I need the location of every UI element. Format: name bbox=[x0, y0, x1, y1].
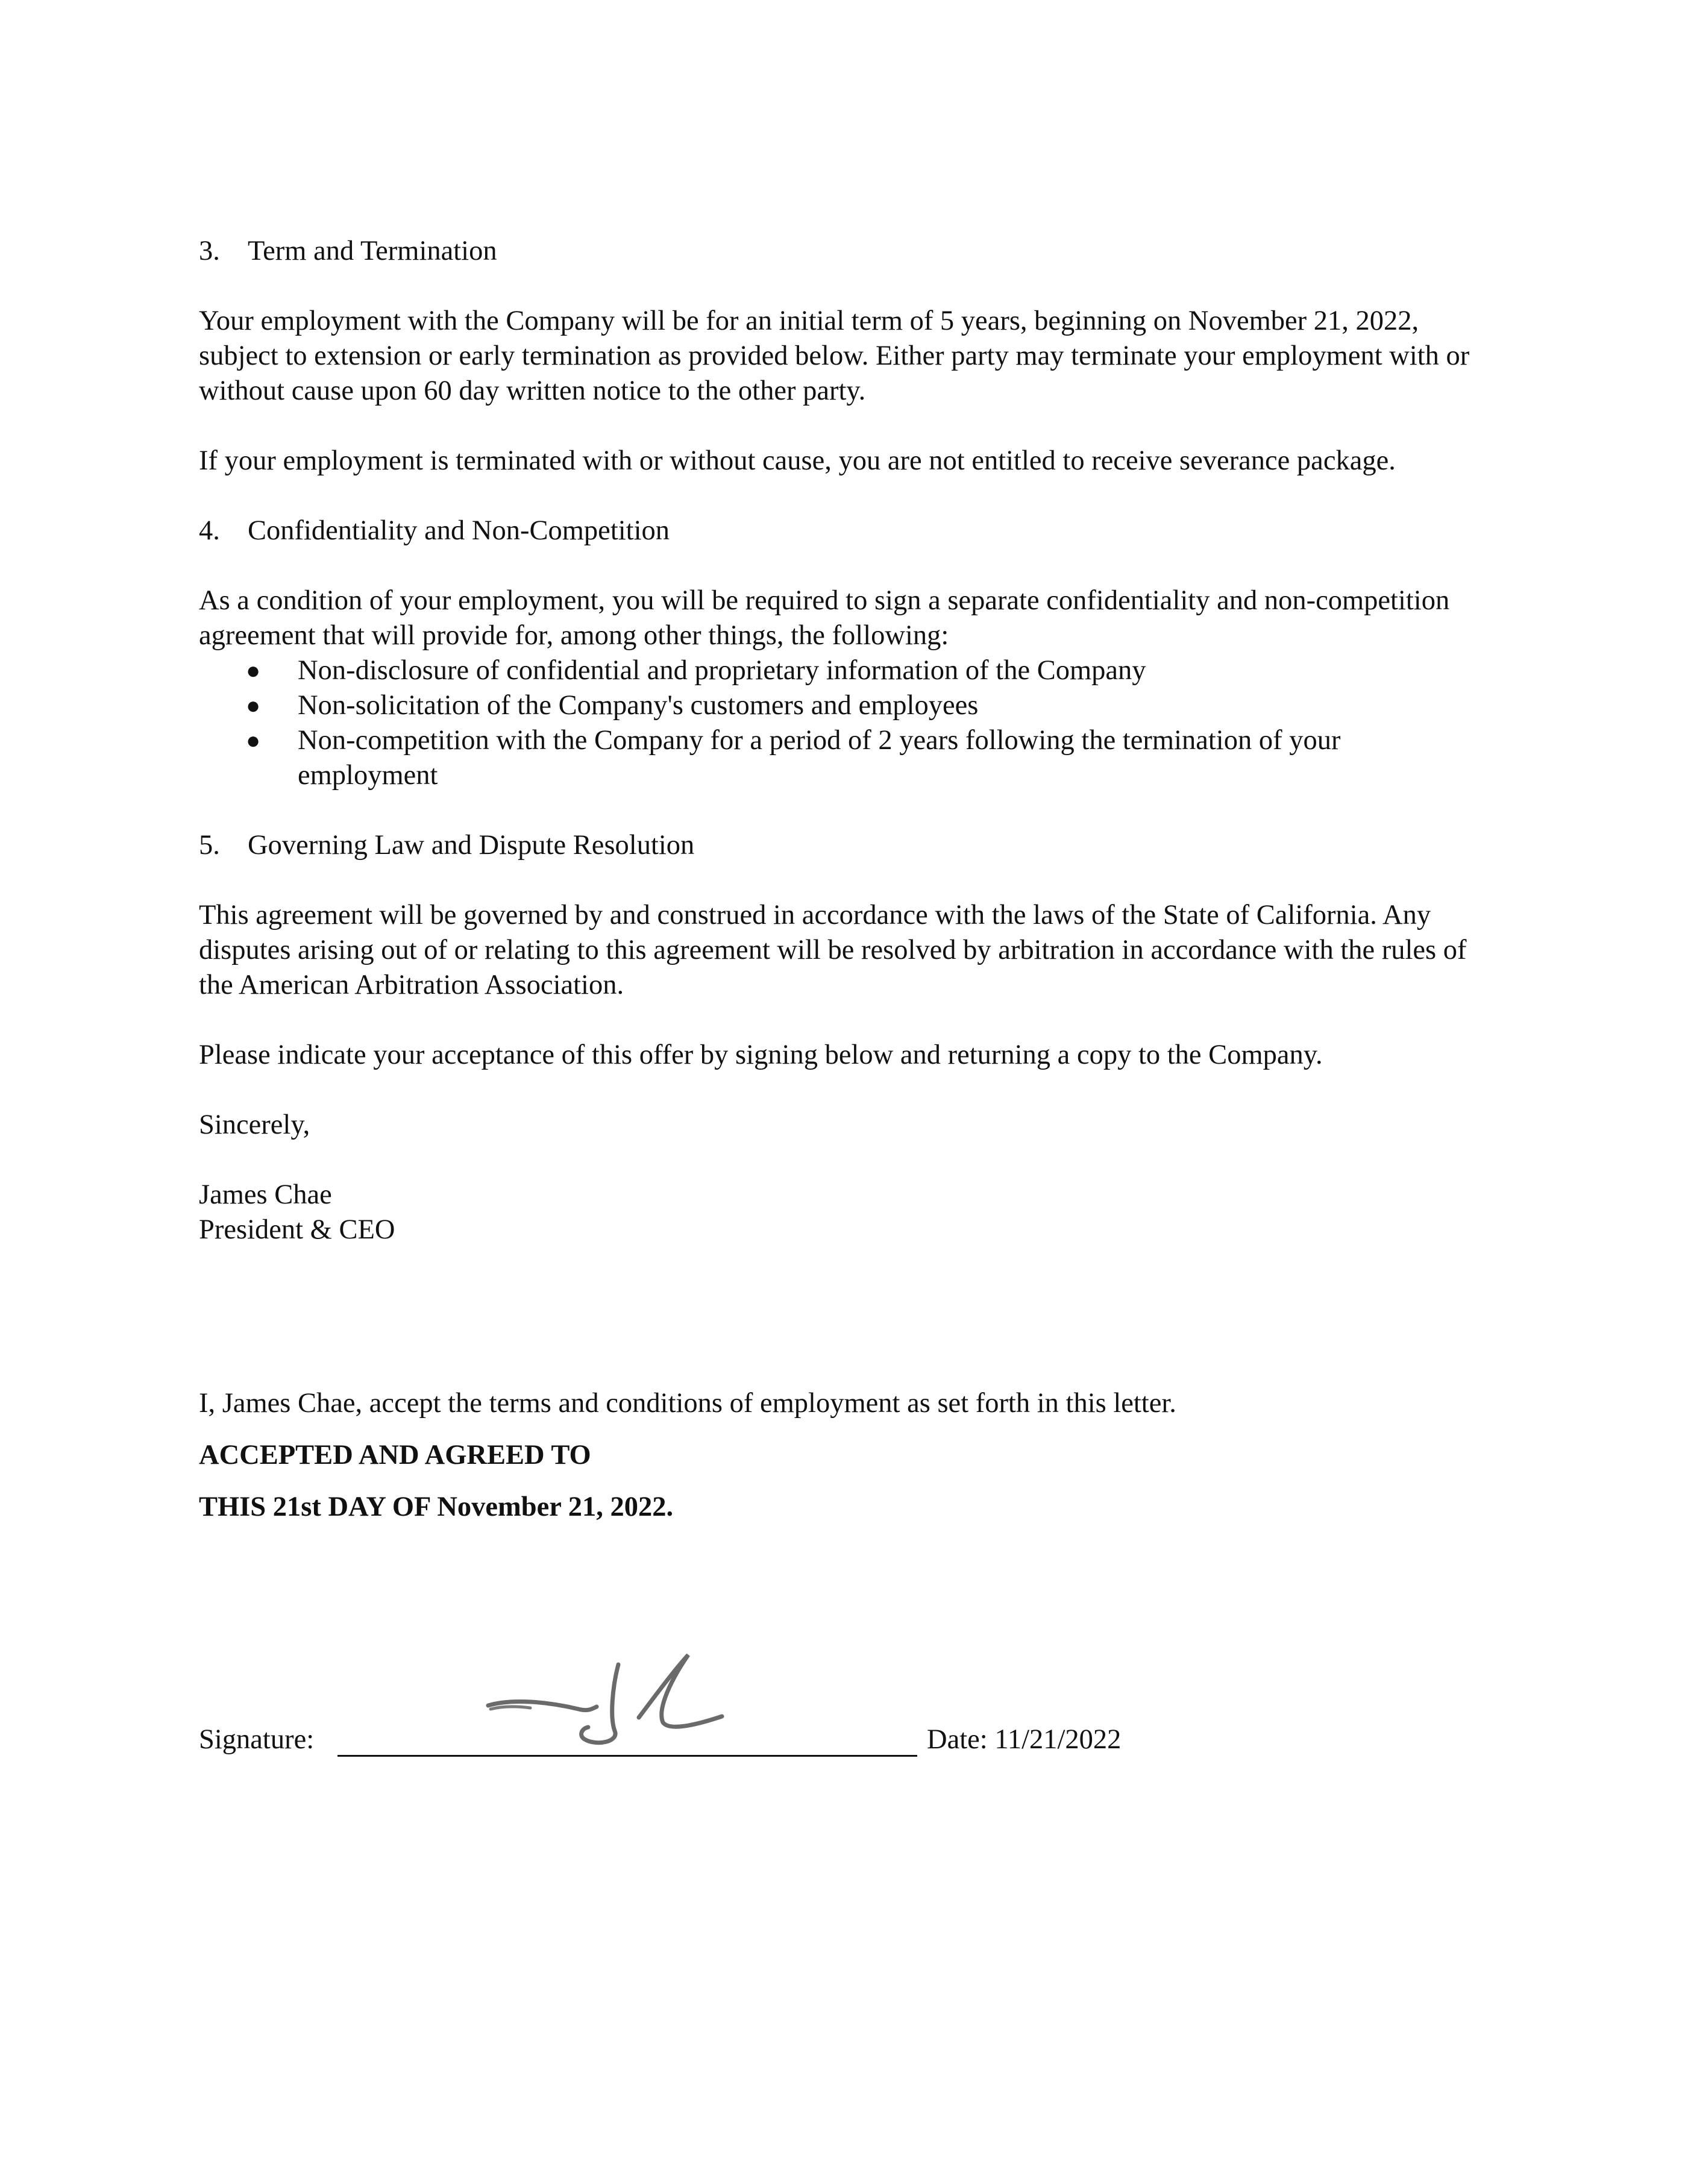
bullet-dot-icon: ● bbox=[246, 692, 261, 719]
signature-row bbox=[199, 1722, 1525, 1777]
section-heading-confidentiality bbox=[199, 513, 1495, 548]
section-title: Confidentiality and Non-Competition bbox=[248, 515, 670, 546]
governing-law-paragraph: This agreement will be governed by and construed in accordance with the laws of the State of California. Any disputes arising out of or relating to this agreement will be resolved by arbitration in accordance with the rules of the American Arbitration Association. bbox=[199, 900, 1467, 1000]
signer-block bbox=[199, 1178, 1495, 1247]
acceptance-request: Please indicate your acceptance of this offer by signing below and returning a copy to the Company. bbox=[199, 1040, 1323, 1070]
signature-line bbox=[337, 1755, 917, 1757]
bullet-dot-icon: ● bbox=[246, 727, 261, 754]
list-item-text: Non-disclosure of confidential and proprietary information of the Company bbox=[298, 655, 1146, 686]
section-heading-term bbox=[199, 234, 1495, 269]
section-title: Governing Law and Dispute Resolution bbox=[248, 830, 695, 861]
confidentiality-bullet-list bbox=[199, 653, 1495, 793]
signature-date: Date: 11/21/2022 bbox=[927, 1724, 1122, 1755]
list-item-text: Non-solicitation of the Company's customers and employees bbox=[298, 690, 979, 721]
confidentiality-intro: As a condition of your employment, you will be required to sign a separate confidentiality and non-competition agreement that will provide for, among other things, the following: bbox=[199, 585, 1450, 651]
section-title: Term and Termination bbox=[248, 236, 497, 266]
bullet-dot-icon: ● bbox=[246, 657, 261, 684]
section-number: 4. bbox=[199, 515, 220, 546]
list-item bbox=[199, 653, 1495, 688]
list-item bbox=[199, 688, 1495, 723]
letter-body bbox=[199, 234, 1495, 1542]
signer-title: President & CEO bbox=[199, 1214, 395, 1245]
signature-label: Signature: bbox=[199, 1724, 315, 1755]
section-heading-governing-law bbox=[199, 828, 1495, 863]
list-item bbox=[199, 723, 1495, 793]
accepted-agreed-line: ACCEPTED AND AGREED TO bbox=[199, 1440, 591, 1470]
signer-name: James Chae bbox=[199, 1179, 332, 1210]
salutation: Sincerely, bbox=[199, 1109, 310, 1140]
list-item-text: Non-competition with the Company for a period of 2 years following the termination of your employment bbox=[298, 725, 1341, 791]
term-paragraph-2: If your employment is terminated with or without cause, you are not entitled to receive severance package. bbox=[199, 445, 1396, 476]
term-paragraph-1: Your employment with the Company will be for an initial term of 5 years, beginning on November 21, 2022, subject to extension or early termination as provided below. Either party may terminate your employment with or without cause upon 60 day written notice to the other party. bbox=[199, 306, 1470, 406]
acceptance-statement: I, James Chae, accept the terms and conditions of employment as set forth in this letter. bbox=[199, 1388, 1176, 1419]
section-number: 5. bbox=[199, 830, 220, 861]
section-number: 3. bbox=[199, 236, 220, 266]
acceptance-date-line: THIS 21st DAY OF November 21, 2022. bbox=[199, 1492, 674, 1522]
